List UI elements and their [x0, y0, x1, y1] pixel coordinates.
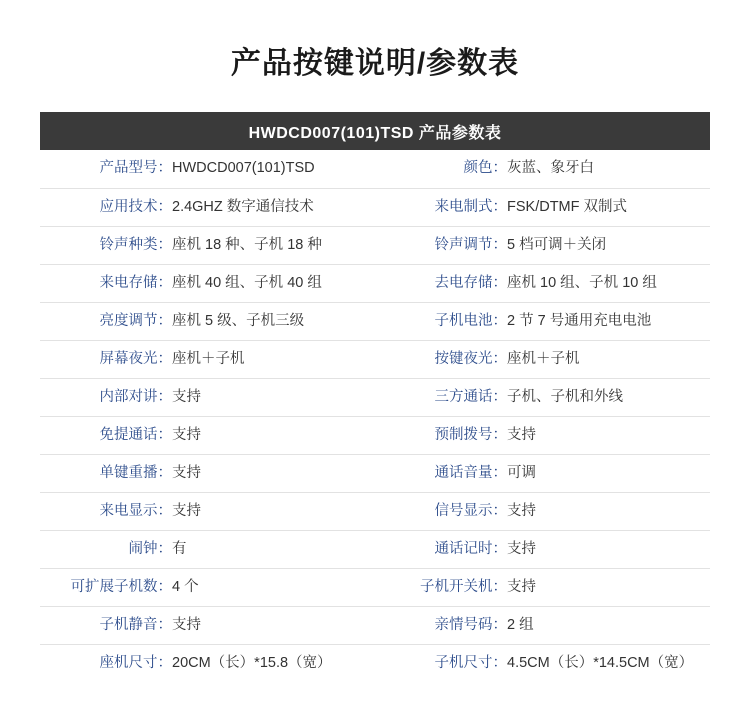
spec-value: 4.5CM（长）*14.5CM（宽） [507, 654, 694, 671]
spec-value: 支持 [172, 454, 375, 492]
table-row [40, 454, 710, 492]
table-row [40, 264, 710, 302]
specification-table-body [40, 150, 710, 682]
spec-label: 闹钟： [40, 530, 172, 568]
spec-value: 支持 [172, 416, 375, 454]
spec-label: 子机开关机： [375, 568, 507, 606]
spec-value: 座机 40 组、子机 40 组 [172, 264, 375, 302]
spec-label: 来电存储： [40, 264, 172, 302]
table-row [40, 150, 710, 188]
spec-label: 信号显示： [375, 492, 507, 530]
spec-label: 应用技术： [40, 188, 172, 226]
spec-label: 亲情号码： [375, 606, 507, 644]
spec-value: 座机 5 级、子机三级 [172, 302, 375, 340]
spec-value: 座机＋子机 [507, 340, 710, 378]
spec-value: 座机 10 组、子机 10 组 [507, 264, 710, 302]
spec-label: 去电存储： [375, 264, 507, 302]
spec-value: 座机 18 种、子机 18 种 [172, 226, 375, 264]
table-row [40, 226, 710, 264]
table-row [40, 188, 710, 226]
table-header-bar [40, 112, 710, 150]
spec-value: 4 个 [172, 568, 375, 606]
spec-value: 支持 [507, 530, 710, 568]
spec-value: 有 [172, 530, 375, 568]
spec-value: 子机、子机和外线 [507, 378, 710, 416]
spec-label: 单键重播： [40, 454, 172, 492]
table-row [40, 302, 710, 340]
spec-value: 支持 [172, 492, 375, 530]
spec-label: 铃声种类： [40, 226, 172, 264]
table-row [40, 416, 710, 454]
table-row [40, 530, 710, 568]
table-row [40, 340, 710, 378]
table-row [40, 378, 710, 416]
spec-value: FSK/DTMF 双制式 [507, 188, 710, 226]
spec-label: 子机尺寸： [434, 654, 507, 671]
spec-label: 可扩展子机数： [40, 568, 172, 606]
spec-label: 预制拨号： [375, 416, 507, 454]
spec-value: 5 档可调＋关闭 [507, 226, 710, 264]
spec-value: 支持 [172, 606, 375, 644]
spec-label: 来电显示： [40, 492, 172, 530]
spec-label: 子机静音： [40, 606, 172, 644]
spec-label: 亮度调节： [40, 302, 172, 340]
spec-label: 座机尺寸： [99, 654, 172, 671]
spec-label: 通话音量： [375, 454, 507, 492]
spec-value: 支持 [172, 378, 375, 416]
spec-label: 屏幕夜光： [40, 340, 172, 378]
specification-table [40, 150, 710, 682]
table-row [40, 568, 710, 606]
spec-value: 支持 [507, 492, 710, 530]
table-row [40, 606, 710, 644]
spec-label: 颜色： [375, 150, 507, 188]
spec-label: 按键夜光： [375, 340, 507, 378]
spec-value: HWDCD007(101)TSD [172, 150, 375, 188]
spec-value: 2 节 7 号通用充电电池 [507, 302, 710, 340]
spec-label: 来电制式： [375, 188, 507, 226]
spec-label: 铃声调节： [375, 226, 507, 264]
table-header-bar-label: HWDCD007(101)TSD 产品参数表 [248, 124, 502, 142]
spec-label: 免提通话： [40, 416, 172, 454]
spec-label: 子机电池： [375, 302, 507, 340]
spec-label: 产品型号： [40, 150, 172, 188]
spec-value: 2.4GHZ 数字通信技术 [172, 188, 375, 226]
spec-value: 可调 [507, 454, 710, 492]
spec-label: 三方通话： [375, 378, 507, 416]
table-row [40, 644, 710, 682]
spec-value: 支持 [507, 416, 710, 454]
spec-label: 内部对讲： [40, 378, 172, 416]
spec-label: 通话记时： [375, 530, 507, 568]
spec-value: 支持 [507, 568, 710, 606]
page-title: 产品按键说明/参数表 [230, 47, 520, 80]
spec-value: 20CM（长）*15.8（宽） [172, 654, 332, 671]
spec-value: 2 组 [507, 606, 710, 644]
spec-value: 灰蓝、象牙白 [507, 150, 710, 188]
table-row [40, 492, 710, 530]
spec-value: 座机＋子机 [172, 340, 375, 378]
